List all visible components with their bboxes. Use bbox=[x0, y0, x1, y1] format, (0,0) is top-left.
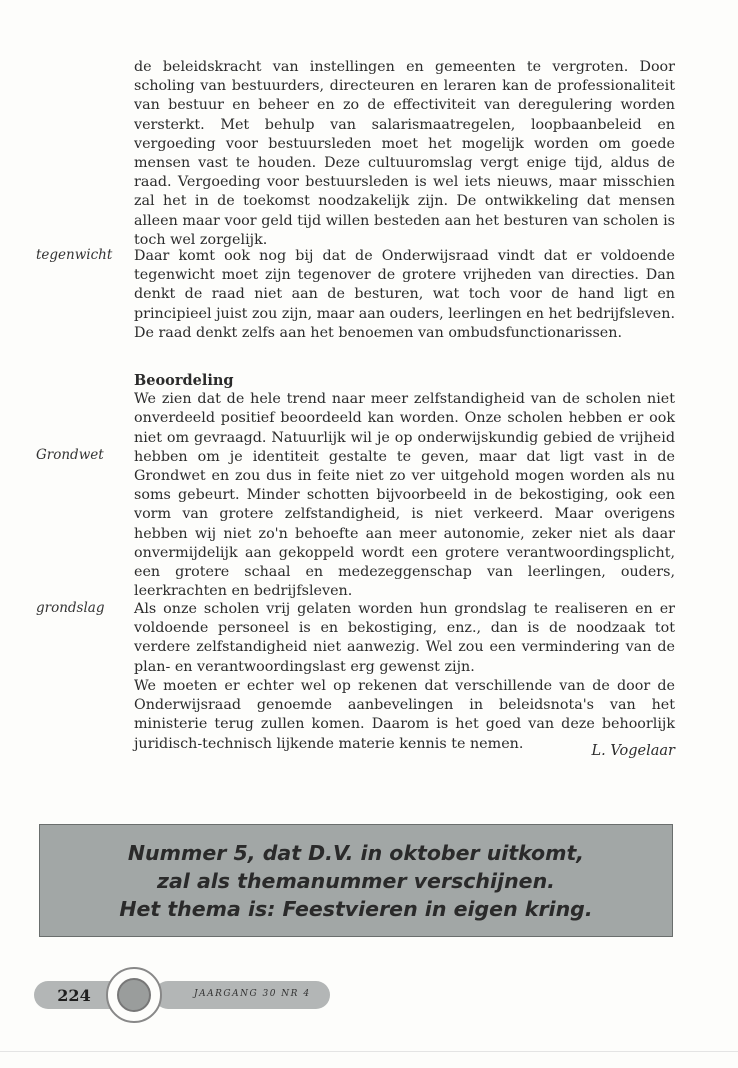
author-signature: L. Vogelaar bbox=[591, 743, 675, 759]
banner-line-1: Nummer 5, dat D.V. in oktober uitkomt, bbox=[127, 841, 585, 865]
paragraph-2 bbox=[134, 247, 675, 343]
banner-line-2: zal als themanummer verschijnen. bbox=[157, 869, 555, 893]
banner-line-3: Het thema is: Feestvieren in eigen kring. bbox=[119, 897, 593, 921]
paragraph-text: de beleidskracht van instellingen en gemeenten te vergroten. Door scholing van bestuurders, directeuren en leraren kan de professionaliteit van bestuur en beheer en zo de effectiviteit van deregulering worden versterkt. Met behulp van salarismaatregelen, loopbaanbeleid en vergoeding voor bestuursleden moet het mogelijk worden om goede mensen vast te houden. Deze cultuuromslag vergt enige tijd, aldus de raad. Vergoeding voor bestuursleden is wel iets nieuws, maar misschien zal het in de toekomst noodzakelijk zijn. De ontwikkeling dat mensen alleen maar voor geld tijd willen besteden aan het besturen van scholen is toch wel zorgelijk. bbox=[134, 59, 675, 248]
page-footer bbox=[34, 967, 330, 1027]
section-heading: Beoordeling bbox=[134, 372, 234, 389]
emblem-icon bbox=[106, 967, 162, 1023]
bottom-divider bbox=[0, 1051, 738, 1052]
paragraph-text: Als onze scholen vrij gelaten worden hun grondslag te realiseren en er voldoende personeel is en bekostiging, enz., dan is de noodzaak tot verdere zelfstandigheid niet aanwezig. Wel zou een vermindering van de plan- en verantwoordingslast erg gewenst zijn. bbox=[134, 601, 675, 675]
paragraph-text: Daar komt ook nog bij dat de Onderwijsraad vindt dat er voldoende tegenwicht moet zijn tegenover de grotere vrijheden van directies. Dan denkt de raad niet aan de besturen, wat toch voor de hand ligt en principieel juist zou zijn, maar aan ouders, leerlingen en het bedrijfsleven. De raad denkt zelfs aan het benoemen van ombudsfunctionarissen. bbox=[134, 248, 675, 341]
paragraph-4 bbox=[134, 600, 675, 677]
paragraph-text: We moeten er echter wel op rekenen dat verschillende van de door de Onderwijsraad genoemde aanbevelingen in beleidsnota's van het ministerie terug zullen komen. Daarom is het goed van deze behoorlijk juridisch-technisch lijkende materie kennis te nemen. bbox=[134, 678, 675, 752]
margin-note-grondwet: Grondwet bbox=[36, 447, 104, 463]
paragraph-text: We zien dat de hele trend naar meer zelfstandigheid van de scholen niet onverdeeld positief beoordeeld kan worden. Onze scholen hebben er ook niet om gevraagd. Natuurlijk wil je op onderwijskundig gebied de vrijheid hebben om je identiteit gestalte te geven, maar dat ligt vast in de Grondwet en zou dus in feite niet zo ver uitgehold mogen worden als nu soms gebeurt. Minder schotten bijvoorbeeld in de bekostiging, ook een vorm van grotere zelfstandigheid, is niet verkeerd. Maar overigens hebben wij niet zo'n behoefte aan meer autonomie, zeker niet als daar onvermijdelijk aan gekoppeld wordt een grotere verantwoordingsplicht, een grotere schaal en medezeggenschap van leerlingen, ouders, leerkrachten en bedrijfsleven. bbox=[134, 391, 675, 600]
paragraph-1 bbox=[134, 58, 675, 250]
page-number: 224 bbox=[57, 986, 91, 1005]
margin-note-grondslag: grondslag bbox=[36, 600, 105, 616]
announcement-banner bbox=[39, 824, 673, 937]
volume-issue: JAARGANG 30 NR 4 bbox=[194, 989, 311, 999]
section-beoordeling bbox=[134, 371, 675, 601]
margin-note-tegenwicht: tegenwicht bbox=[36, 247, 113, 263]
